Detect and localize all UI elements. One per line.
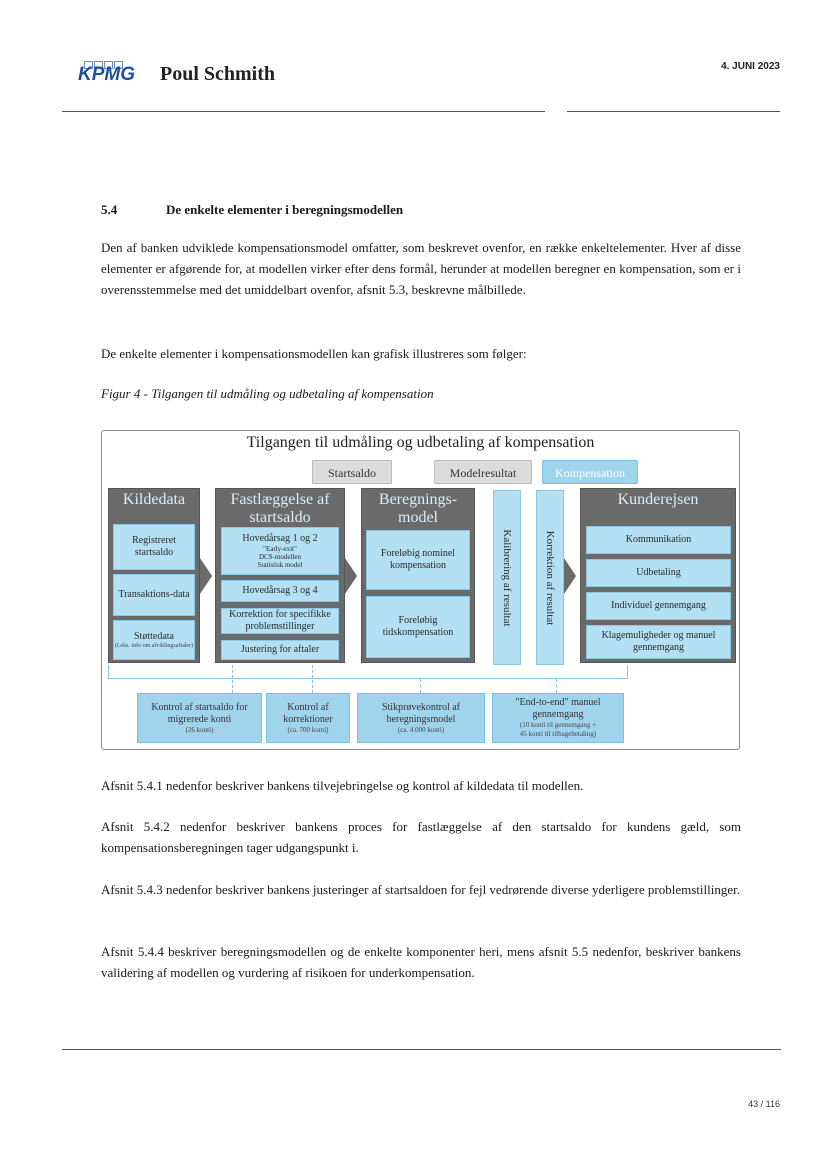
control-label: Kontrol af startsaldo for migrerede konti: [151, 701, 248, 725]
control-stikproeve: [357, 693, 485, 743]
paragraph-543: Afsnit 5.4.3 nedenfor beskriver bankens justeringer af startsaldoen for fejl vedrørende diverse yderligere problemstillinger.: [101, 882, 740, 897]
control-connector: [232, 665, 233, 693]
header-rule-right: [567, 111, 780, 112]
flow-arrow: [564, 558, 576, 594]
cell-title: Hovedårsag 1 og 2: [242, 533, 318, 544]
cell-hovedaarsag-3-4: Hovedårsag 3 og 4: [221, 580, 339, 602]
logo-text: KPMG: [78, 64, 135, 85]
column-kalibrering: [493, 490, 521, 665]
column-heading: Kildedata: [122, 491, 186, 508]
cell-transaktionsdata: Transaktions-data: [113, 574, 195, 616]
footer-rule: [62, 1049, 781, 1050]
section-number: 5.4: [101, 202, 118, 217]
cell-title: Støttedata: [134, 630, 174, 642]
document-date: 4. JUNI 2023: [721, 61, 780, 72]
control-note: (ca. 4.000 konti): [397, 725, 445, 734]
cell-hovedaarsag-1-2: [221, 527, 339, 575]
paragraph-544: Afsnit 5.4.4 beskriver beregningsmodellen og de enkelte komponenter heri, mens afsnit 5.5 nedenfor, beskriver bankens validering af modellen og vurdering af risikoen for underkompensation.: [101, 944, 741, 980]
control-bracket: [108, 665, 628, 679]
column-fastlaeggelse: [215, 488, 345, 663]
cell-korrektion-problemstillinger: Korrektion for specifikke problemstillinger: [221, 608, 339, 634]
cell-udbetaling: Udbetaling: [586, 559, 731, 587]
cell-note: (f.eks. info om afviklingsaftaler): [114, 642, 194, 649]
control-end-to-end: [492, 693, 624, 743]
header-rule-left: [62, 111, 545, 112]
cell-klagemuligheder: Klagemuligheder og manuel gennemgang: [586, 625, 731, 659]
column-label: Korrektion af resultat: [544, 530, 556, 625]
control-connector: [420, 679, 421, 693]
control-note: (ca. 700 konti): [287, 725, 329, 734]
control-note: (10 konti til gennemgang +: [519, 721, 597, 729]
page-number: 43 / 116: [748, 1099, 780, 1109]
kpmg-logo: [78, 56, 138, 92]
paragraph-541: Afsnit 5.4.1 nedenfor beskriver bankens tilvejebringelse og kontrol af kildedata til modellen.: [101, 778, 584, 793]
tag-kompensation: Kompensation: [542, 460, 638, 484]
column-heading: Kunderejsen: [617, 491, 699, 508]
column-label: Kalibrering af resultat: [501, 528, 513, 627]
cell-line: "Early-exit": [263, 545, 297, 553]
paragraph-intro: Den af banken udviklede kompensationsmodel omfatter, som beskrevet ovenfor, en række enkeltelementer. Hver af disse elementer er afgørende for, at modellen virker efter dens formål, herunder at modellen beregner en kompensation, som er i overensstemmelse med det umiddelbart ovenfor, afsnit 5.3, beskrevne målbillede.: [101, 240, 741, 297]
cell-registreret-startsaldo: Registreret startsaldo: [113, 524, 195, 570]
paragraph-542: Afsnit 5.4.2 nedenfor beskriver bankens proces for fastlæggelse af den startsaldo for kundens gæld, som kompensationsberegningen tager udgangspunkt i.: [101, 819, 741, 855]
cell-foreloebig-nominel: Foreløbig nominel kompensation: [366, 530, 470, 590]
paragraph-figure-intro: De enkelte elementer i kompensationsmodellen kan grafisk illustreres som følger:: [101, 346, 527, 361]
control-connector: [312, 665, 313, 693]
tag-modelresultat: Modelresultat: [434, 460, 532, 484]
control-note: (26 konti): [185, 725, 214, 734]
cell-individuel-gennemgang: Individuel gennemgang: [586, 592, 731, 620]
column-heading: Beregnings-model: [378, 491, 458, 526]
cell-kommunikation: Kommunikation: [586, 526, 731, 554]
flow-arrow: [200, 558, 212, 594]
column-korrektion: [536, 490, 564, 665]
control-startsaldo: [137, 693, 262, 743]
control-label: "End-to-end" manuel gennemgang: [515, 697, 601, 720]
cell-foreloebig-tids: Foreløbig tidskompensation: [366, 596, 470, 658]
control-korrektioner: [266, 693, 350, 743]
control-connector: [556, 679, 557, 693]
author-name: Poul Schmith: [160, 63, 276, 85]
cell-justering-aftaler: Justering for aftaler: [221, 640, 339, 660]
control-note: 45 konti til tilbagebetaling): [519, 730, 597, 738]
cell-line: DCS-modellen: [259, 553, 301, 561]
flow-arrow: [345, 558, 357, 594]
section-title: De enkelte elementer i beregningsmodellen: [166, 202, 404, 217]
tag-startsaldo: Startsaldo: [312, 460, 392, 484]
control-label: Stikprøvekontrol af beregningsmodel: [381, 701, 461, 725]
column-heading: Fastlæggelse af startsaldo: [230, 491, 330, 526]
figure-title: Tilgangen til udmåling og udbetaling af kompensation: [246, 434, 595, 451]
cell-line: Statistisk model: [257, 561, 303, 569]
cell-stoettedata: [113, 620, 195, 660]
control-label: Kontrol af korrektioner: [283, 701, 333, 725]
figure-caption: Figur 4 - Tilgangen til udmåling og udbetaling af kompensation: [101, 386, 434, 401]
